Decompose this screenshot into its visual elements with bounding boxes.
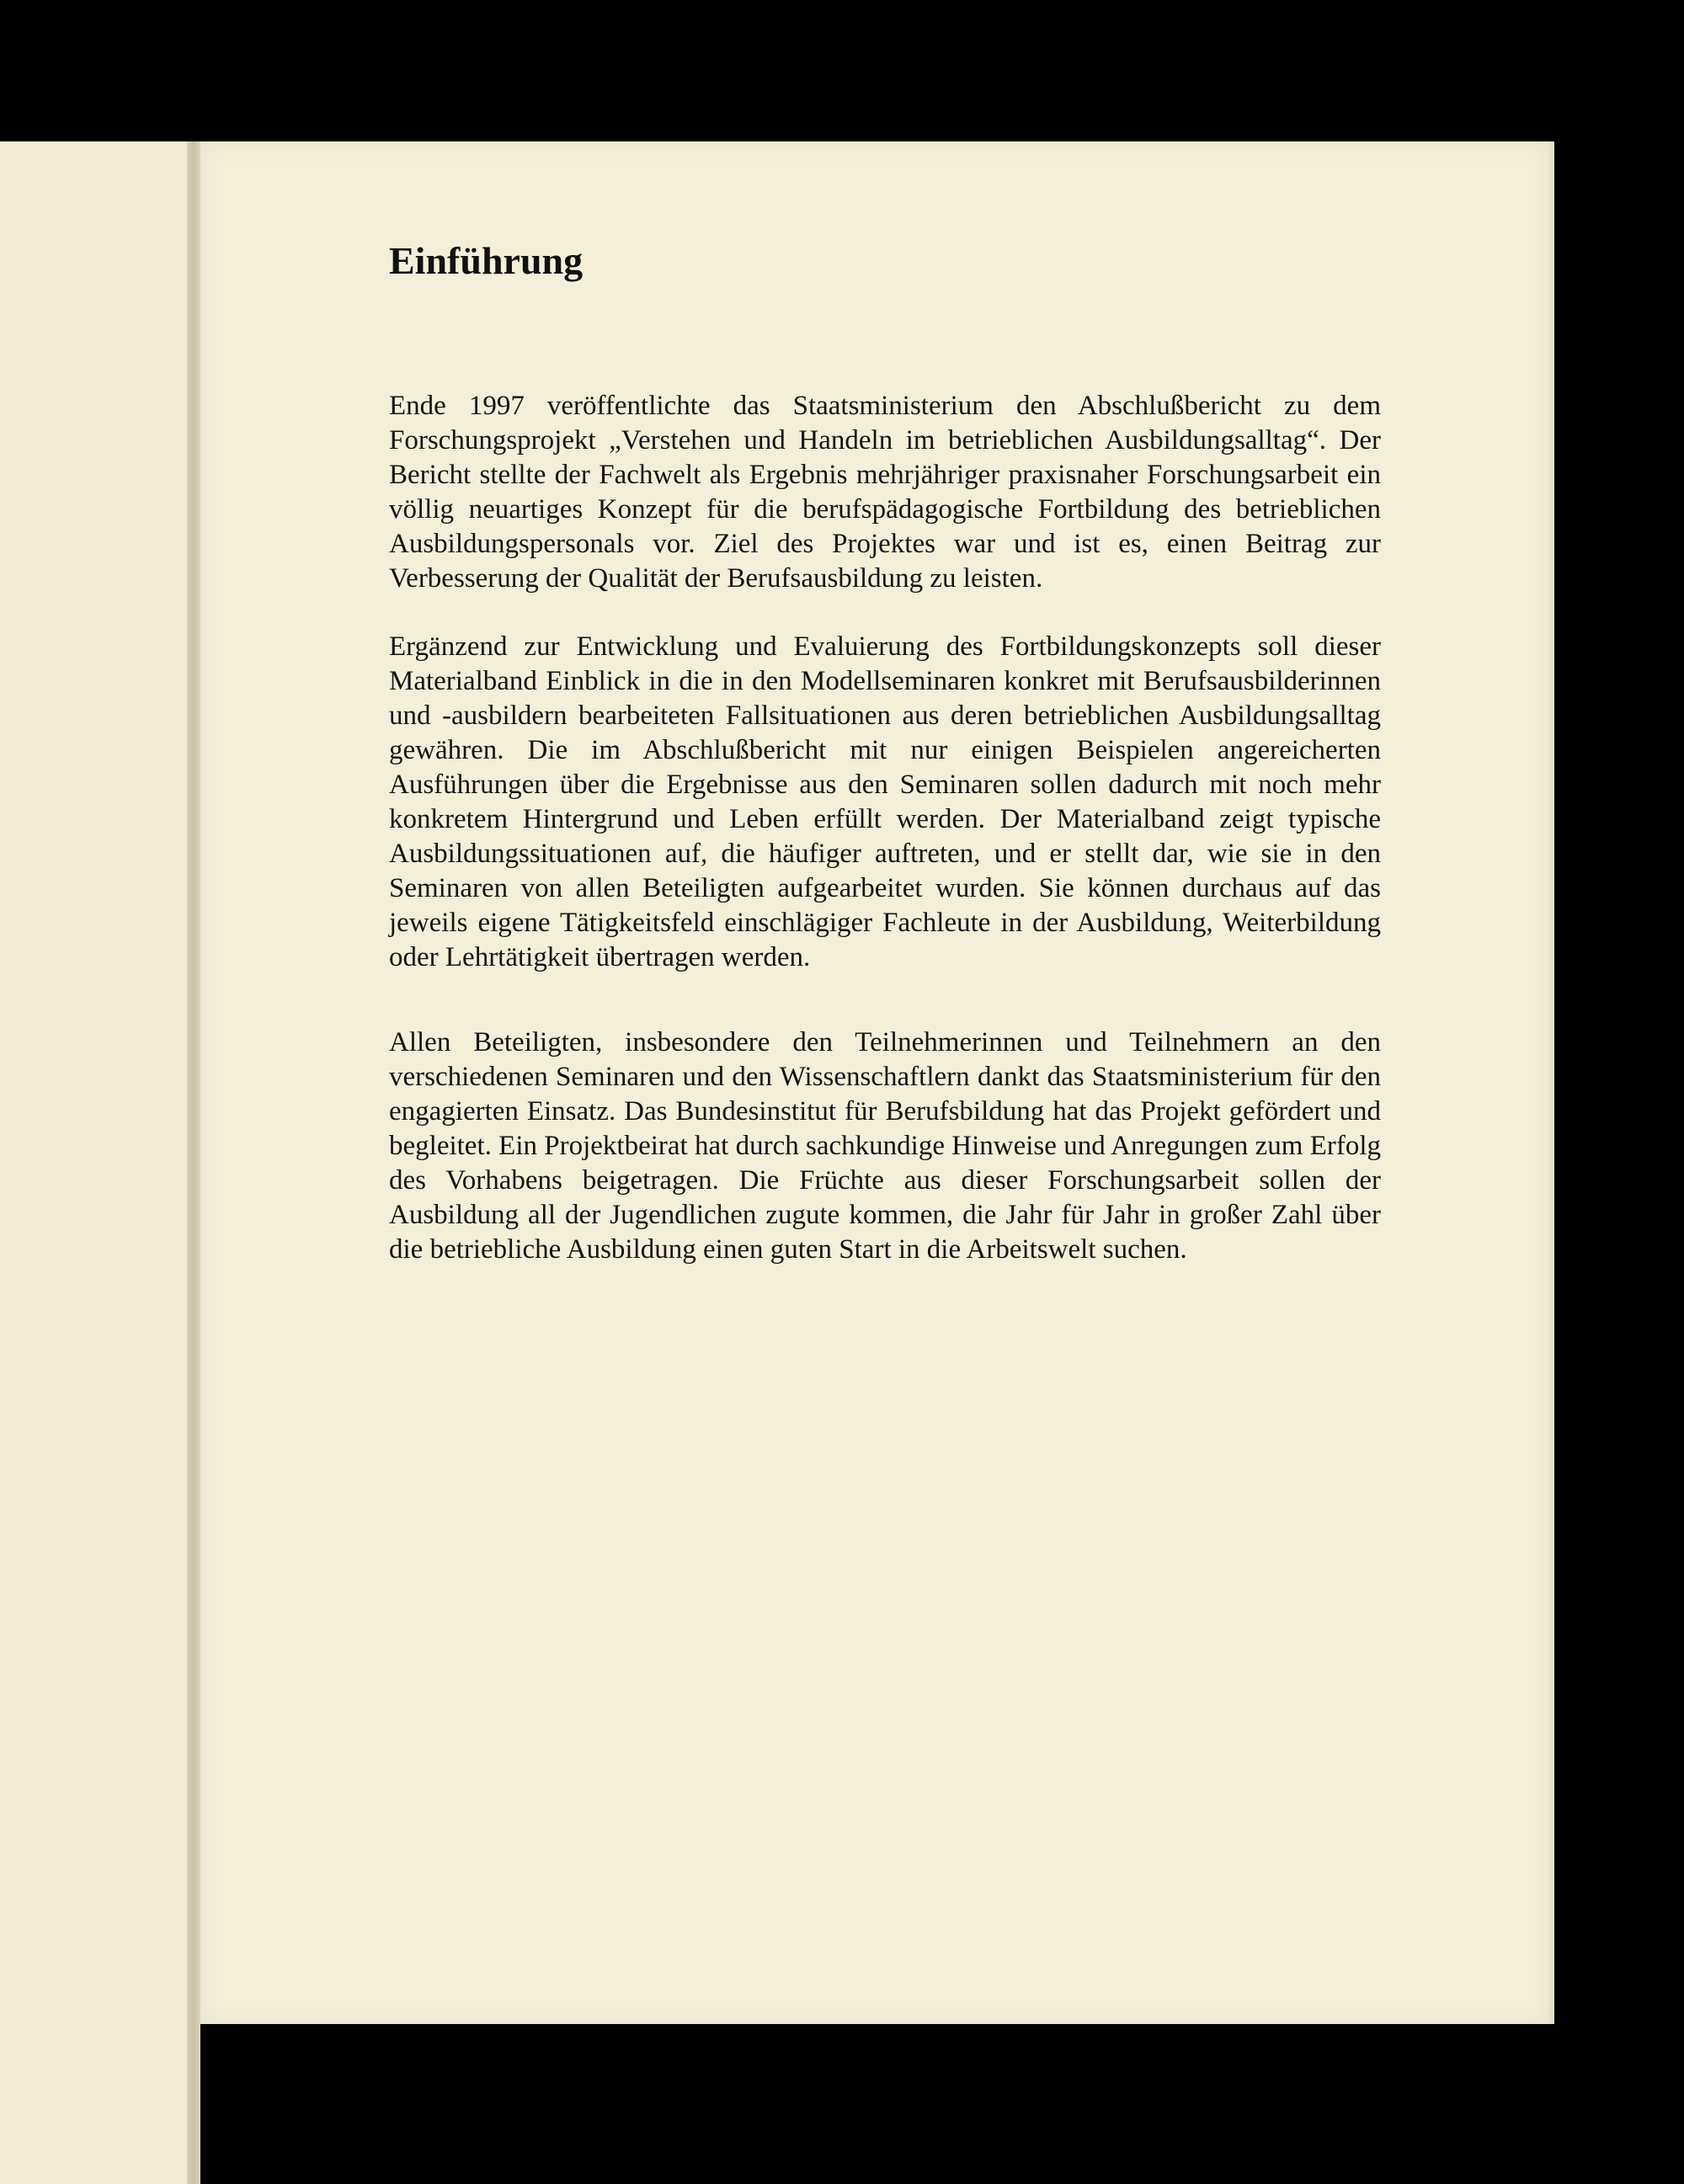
body-text [389,389,1381,1267]
page-edge [1549,141,1554,2024]
paragraph-2: Ergänzend zur Entwicklung und Evaluierung des Fortbildungskonzepts soll dieser Materialband Einblick in die in den Modellseminaren konkret mit Berufsausbilderinnen und -ausbildern bearbeiteten Fallsituationen aus deren betrieblichen Ausbildungsalltag gewähren. Die im Abschlußbericht mit nur einigen Beispielen angereicherten Ausführungen über die Ergebnisse aus den Seminaren sollen dadurch mit noch mehr konkretem Hintergrund und Leben erfüllt werden. Der Materialband zeigt typische Ausbildungssituationen auf, die häufiger auftreten, und er stellt dar, wie sie in den Seminaren von allen Beteiligten aufgearbeitet wurden. Sie können durchaus auf das jeweils eigene Tätigkeitsfeld einschlägiger Fachleute in der Ausbildung, Weiterbildung oder Lehrtätigkeit übertragen werden. [389,631,1381,972]
previous-page [0,141,187,2184]
book-spine [187,141,200,2184]
paragraph-1: Ende 1997 veröffentlichte das Staatsministerium den Abschlußbericht zu dem Forschungsprojekt „Verstehen und Handeln im betrieblichen Ausbildungsalltag“. Der Bericht stellte der Fachwelt als Ergebnis mehrjähriger praxisnaher Forschungsarbeit ein völlig neuartiges Konzept für die berufspädagogische Fortbildung des betrieblichen Ausbildungspersonals vor. Ziel des Projektes war und ist es, einen Beitrag zur Verbesserung der Qualität der Berufsausbildung zu leisten. [389,391,1381,594]
paragraph-3: Allen Beteiligten, insbesondere den Teilnehmerinnen und Teilnehmern an den verschiedenen Seminaren und den Wissenschaftlern dankt das Staatsministerium für den engagierten Einsatz. Das Bundesinstitut für Berufsbildung hat das Projekt gefördert und begleitet. Ein Projektbeirat hat durch sachkundige Hinweise und Anregungen zum Erfolg des Vorhabens beigetragen. Die Früchte aus dieser Forschungsarbeit sollen der Ausbildung all der Jugendlichen zugute kommen, die Jahr für Jahr in großer Zahl über die betriebliche Ausbildung einen guten Start in die Arbeitswelt suchen. [389,1027,1381,1265]
page-title: Einführung [389,239,584,282]
